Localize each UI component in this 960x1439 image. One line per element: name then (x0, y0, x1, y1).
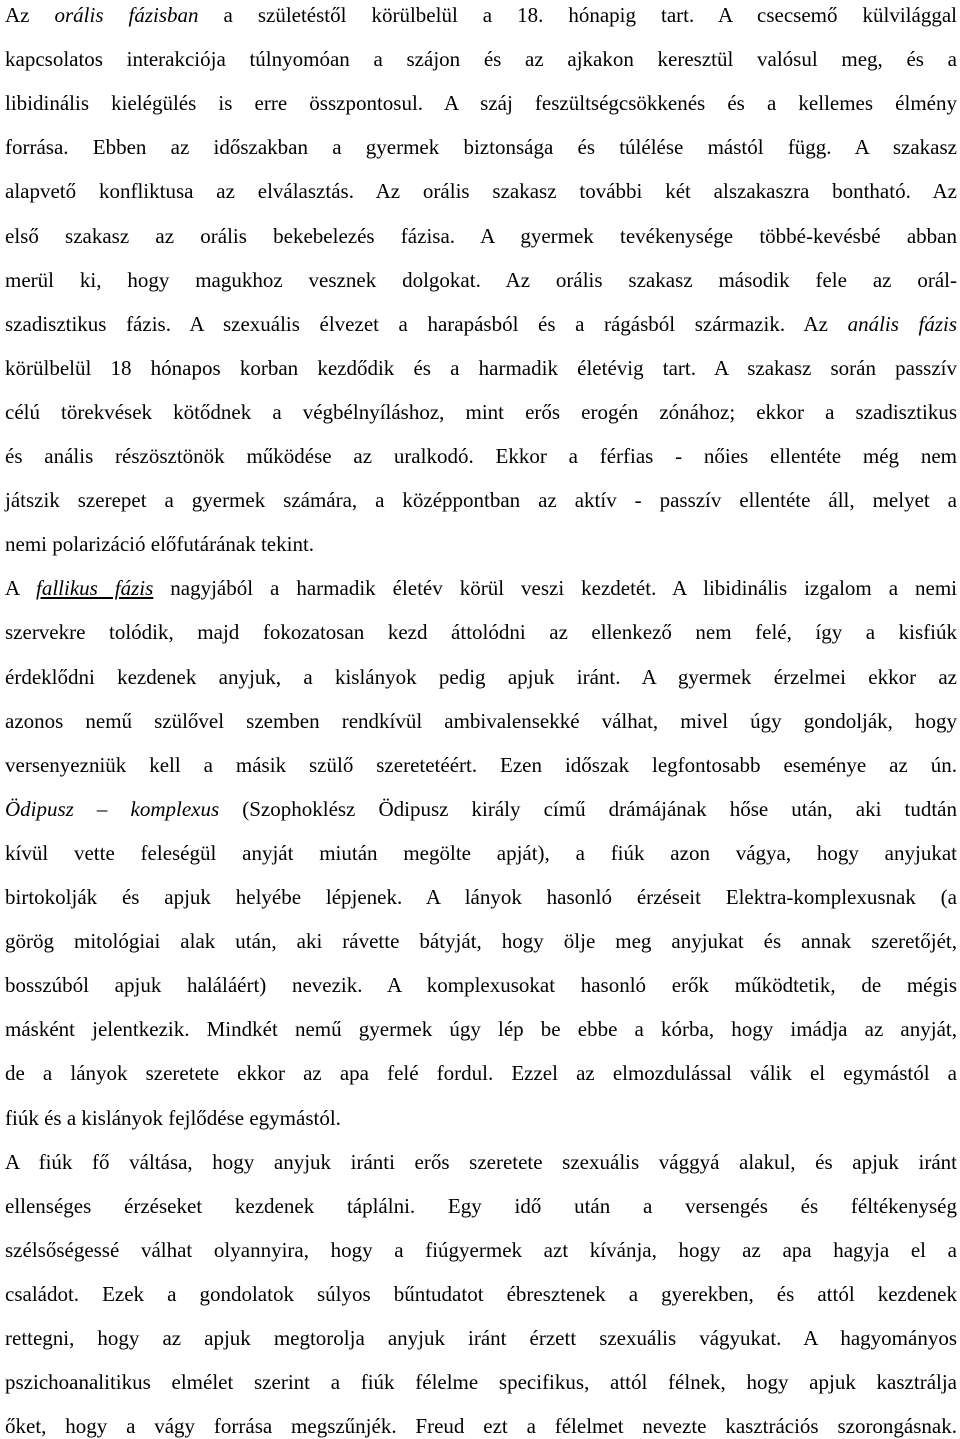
text-run: kapcsolatos interakciója túlnyomóan a szájon és az ajkakon keresztül valósul meg, és a (5, 47, 957, 72)
text-run: szélsőségessé válhat olyannyira, hogy a fiúgyermek azt kívánja, hogy az apa hagyja el a (5, 1237, 957, 1262)
text-line (5, 267, 957, 293)
text-line (5, 90, 957, 116)
text-line (5, 1413, 957, 1439)
text-line (5, 1237, 957, 1263)
text-run: (Szophoklész Ödipusz király című drámájának hőse után, aki tudtán (219, 796, 957, 821)
text-run: fiúk és a kislányok fejlődése egymástól. (5, 1105, 341, 1130)
text-line (5, 884, 957, 910)
text-run: körülbelül 18 hónapos korban kezdődik és a harmadik életévig tart. A szakasz során passzív (5, 355, 957, 380)
text-line (5, 1149, 957, 1175)
text-run: a születéstől körülbelül a 18. hónapig tart. A csecsemő külvilággal (198, 3, 957, 27)
text-line (5, 1325, 957, 1351)
text-line (5, 443, 957, 469)
text-run: birtokolják és apjuk helyébe lépjenek. A lányok hasonló érzéseit Elektra-komplexusnak (a (5, 885, 957, 909)
text-line (5, 1060, 957, 1086)
text-run: bosszúból apjuk haláláért) nevezik. A komplexusokat hasonló erők működtetik, de mégis (5, 973, 957, 998)
text-line (5, 575, 957, 601)
text-run: őket, hogy a vágy forrása megszűnjék. Freud ezt a félelmet nevezte kasztrációs szorongásnak. (5, 1414, 957, 1439)
text-run: forrása. Ebben az időszakban a gyermek biztonsága és túlélése mástól függ. A szakasz (5, 135, 957, 160)
text-run: görög mitológiai alak után, aki rávette bátyját, hogy ölje meg anyjukat és annak szeretőjét, (5, 929, 957, 954)
text-run: célú törekvések kötődnek a végbélnyíláshoz, mint erős erogén zónához; ekkor a szadisztikus (5, 399, 957, 424)
text-line (5, 1281, 957, 1307)
text-line (5, 46, 957, 72)
text-run: Az (5, 3, 55, 27)
text-line (5, 399, 957, 425)
text-run: A (5, 576, 36, 601)
text-run: alapvető konfliktusa az elválasztás. Az orális szakasz további két alszakaszra bontható. Az (5, 179, 957, 204)
text-run: szervekre tolódik, majd fokozatosan kezd áttolódni az ellenkező nem felé, így a kisfiúk (5, 620, 957, 645)
text-line (5, 1105, 957, 1131)
text-run: nemi polarizáció előfutárának tekint. (5, 532, 315, 557)
text-line (5, 178, 957, 204)
text-run: rettegni, hogy az apjuk megtorolja anyjuk iránt érzett szexuális vágyukat. A hagyományos (5, 1326, 957, 1350)
text-line (5, 134, 957, 160)
text-line (5, 487, 957, 513)
text-run: azonos nemű szülővel szemben rendkívül ambivalensekké válhat, mivel úgy gondolják, hogy (5, 708, 957, 733)
text-line (5, 619, 957, 645)
text-line (5, 708, 957, 734)
text-run: libidinális kielégülés is erre összpontosul. A száj feszültségcsökkenés és a kellemes élmény (5, 91, 957, 116)
emphasized-term: orális fázisban (54, 3, 199, 27)
emphasized-term: Ödipusz – komplexus (5, 796, 220, 821)
text-line (5, 928, 957, 954)
text-run: pszichoanalitikus elmélet szerint a fiúk félelme specifikus, attól félnek, hogy apjuk kasztrálja (5, 1370, 957, 1395)
text-line (5, 355, 957, 381)
text-run: érdeklődni kezdenek anyjuk, a kislányok pedig apjuk iránt. A gyermek érzelmei ekkor az (5, 664, 957, 689)
text-run: játszik szerepet a gyermek számára, a középpontban az aktív - passzív ellentéte áll, melyet a (5, 488, 957, 513)
text-run: A fiúk fő váltása, hogy anyjuk iránti erős szeretete szexuális vággyá alakul, és apjuk iránt (5, 1149, 957, 1174)
text-line (5, 1193, 957, 1219)
text-run: szadisztikus fázis. A szexuális élvezet a harapásból és a rágásból származik. Az (5, 311, 848, 336)
text-line (5, 840, 957, 866)
text-run: versenyezniük kell a másik szülő szeretetéért. Ezen időszak legfontosabb eseménye az ún. (5, 752, 957, 777)
text-line (5, 664, 957, 690)
emphasized-term: fallikus fázis (35, 576, 154, 601)
text-run: kívül vette feleségül anyját miután megölte apját), a fiúk azon vágya, hogy anyjukat (5, 840, 957, 865)
emphasized-term: anális fázis (847, 311, 957, 336)
text-line (5, 752, 957, 778)
text-run: de a lányok szeretete ekkor az apa felé fordul. Ezzel az elmozdulással válik el egymástól a (5, 1061, 957, 1086)
text-run: családot. Ezek a gondolatok súlyos bűntudatot ébresztenek a gyerekben, és attól kezdenek (5, 1281, 957, 1306)
text-line (5, 2, 957, 28)
text-run: ellenséges érzéseket kezdenek táplálni. Egy idő után a versengés és féltékenység (5, 1193, 957, 1218)
text-run: és anális részösztönök működése az uralkodó. Ekkor a férfias - nőies ellentéte még nem (5, 444, 957, 468)
text-line (5, 1369, 957, 1395)
text-line (5, 531, 957, 557)
text-line (5, 311, 957, 337)
text-run: merül ki, hogy magukhoz vesznek dolgokat. Az orális szakasz második fele az orál- (5, 267, 957, 292)
text-run: nagyjából a harmadik életév körül veszi kezdetét. A libidinális izgalom a nemi (153, 576, 957, 601)
text-line (5, 796, 957, 822)
text-line (5, 223, 957, 249)
text-line (5, 1016, 957, 1042)
text-run: első szakasz az orális bekebelezés fázisa. A gyermek tevékenysége többé-kevésbé abban (5, 223, 957, 248)
text-run: másként jelentkezik. Mindkét nemű gyermek úgy lép be ebbe a kórba, hogy imádja az anyját, (5, 1017, 957, 1042)
text-line (5, 972, 957, 998)
